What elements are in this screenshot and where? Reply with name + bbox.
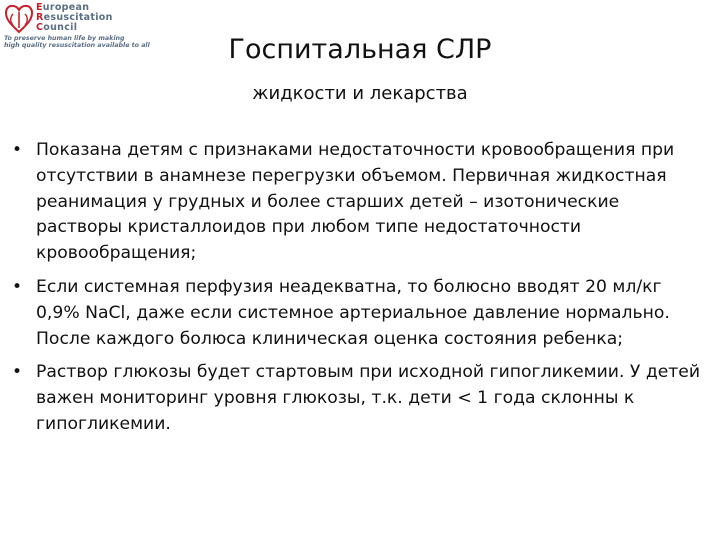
bullet-list: [12, 138, 702, 446]
bullet-text: Раствор глюкозы будет стартовым при исходной гипогликемии. У детей важен мониторинг уровня глюкозы, т.к. дети < 1 года склонны к гипогликемии.: [36, 362, 701, 434]
logo-tagline-2: high quality resuscitation available to all: [4, 42, 150, 49]
bullet-icon: •: [12, 140, 23, 160]
bullet-text: Если системная перфузия неадекватна, то болюсно вводят 20 мл/кг 0,9% NaCl, даже если системное артериальное давление нормально. После каждого болюса клиническая оценка состояния ребенка;: [36, 276, 670, 349]
logo-word-resuscitation: Resuscitation: [36, 12, 113, 23]
bullet-item: [12, 360, 702, 437]
bullet-icon: •: [12, 362, 23, 383]
bullet-item: [12, 138, 702, 267]
bullet-icon: •: [12, 276, 23, 297]
slide-subtitle: жидкости и лекарства: [252, 83, 468, 104]
bullet-item: [12, 275, 702, 352]
logo-tagline-1: To preserve human life by making: [4, 35, 125, 42]
slide-title: Госпитальная СЛР: [228, 34, 492, 65]
logo-word-european: European: [36, 2, 90, 13]
logo-word-council: Council: [36, 22, 78, 33]
bullet-text: Показана детям с признаками недостаточности кровообращения при отсутствии в анамнезе перегрузки объемом. Первичная жидкостная реанимация у грудных и более старших детей – изотонические растворы кристаллоидов при любом типе недостаточности кровообращения;: [36, 140, 675, 264]
